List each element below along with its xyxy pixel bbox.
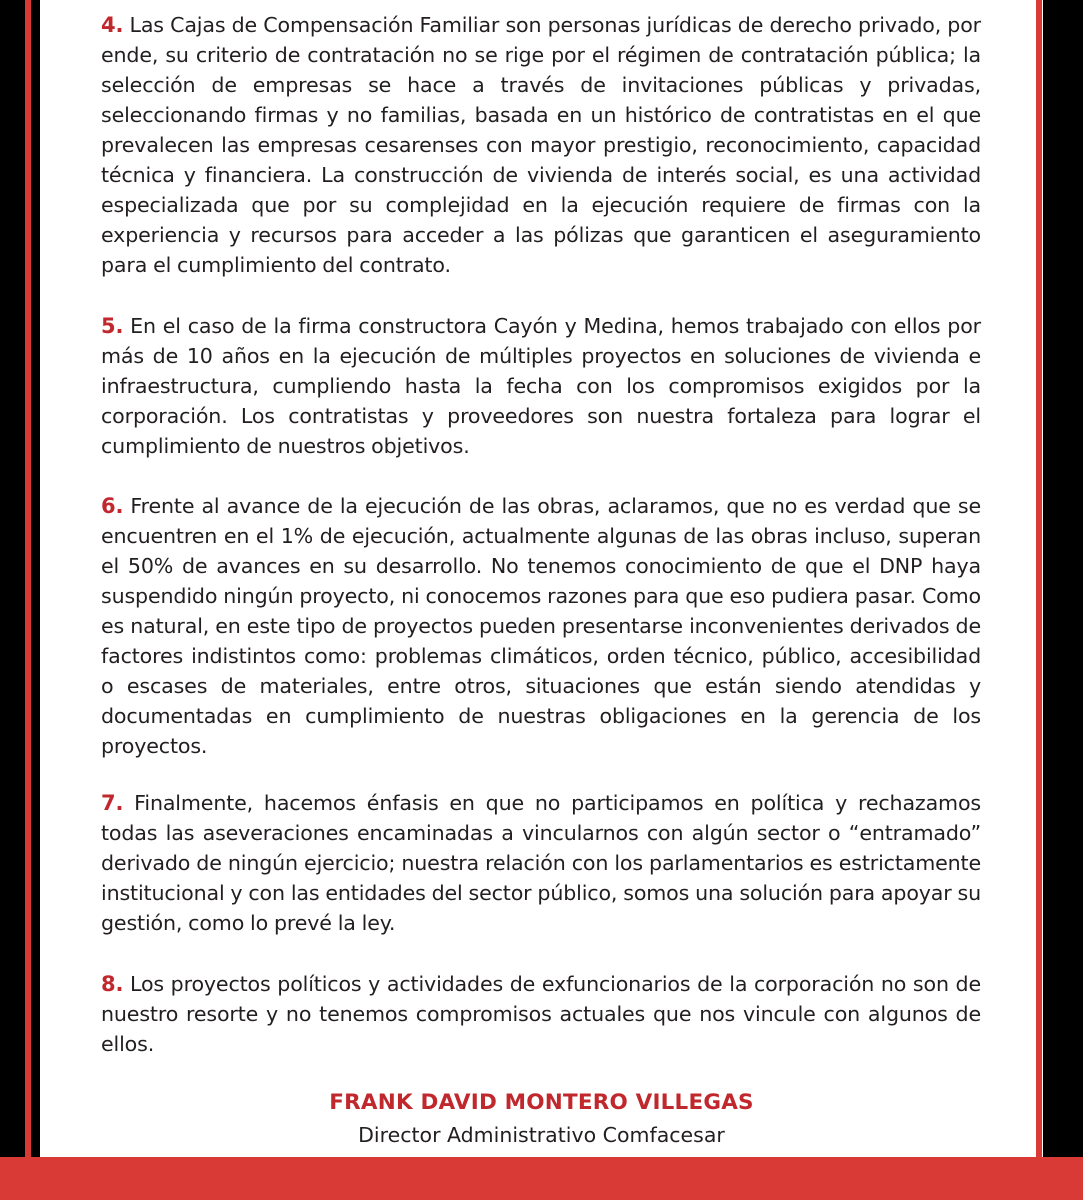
left-red-border [25, 0, 31, 1160]
right-red-border [1036, 0, 1042, 1160]
paragraph-number: 6. [101, 494, 124, 518]
paragraph-7 [101, 788, 981, 938]
paragraph-number: 5. [101, 314, 124, 338]
paragraph-6 [101, 491, 981, 761]
signature-title: Director Administrativo Comfacesar [358, 1123, 725, 1147]
paragraph-text: En el caso de la firma constructora Cayón y Medina, hemos trabajado con ellos por más de 10 años en la ejecución de múltiples proyectos en soluciones de vivienda e infraestructura, cumpliendo hasta la fecha con los compromisos exigidos por la corporación. Los contratistas y proveedores son nuestra fortaleza para lograr el cumplimiento de nuestros objetivos. [101, 314, 981, 458]
paragraph-number: 4. [101, 13, 124, 37]
bottom-red-band [0, 1157, 1083, 1200]
signature-name: FRANK DAVID MONTERO VILLEGAS [329, 1090, 754, 1115]
paragraph-text: Las Cajas de Compensación Familiar son personas jurídicas de derecho privado, por ende, su criterio de contratación no se rige por el régimen de contratación pública; la selección de empresas se hace a través de invitaciones públicas y privadas, seleccionando firmas y no familias, basada en un histórico de contratistas en el que prevalecen las empresas cesarenses con mayor prestigio, reconocimiento, capacidad técnica y financiera. La construcción de vivienda de interés social, es una actividad especializada que por su complejidad en la ejecución requiere de firmas con la experiencia y recursos para acceder a las pólizas que garanticen el aseguramiento para el cumplimiento del contrato. [101, 13, 981, 277]
paragraph-8 [101, 969, 981, 1059]
paragraph-4 [101, 10, 981, 280]
paragraph-text: Los proyectos políticos y actividades de exfuncionarios de la corporación no son de nuestro resorte y no tenemos compromisos actuales que nos vincule con algunos de ellos. [101, 972, 981, 1056]
paragraph-5 [101, 311, 981, 461]
paragraph-number: 8. [101, 972, 124, 996]
paragraph-text: Frente al avance de la ejecución de las obras, aclaramos, que no es verdad que se encuentren en el 1% de ejecución, actualmente algunas de las obras incluso, superan el 50% de avances en su desarrollo. No tenemos conocimiento de que el DNP haya suspendido ningún proyecto, ni conocemos razones para que eso pudiera pasar. Como es natural, en este tipo de proyectos pueden presentarse inconvenientes derivados de factores indistintos como: problemas climáticos, orden técnico, público, accesibilidad o escases de materiales, entre otros, situaciones que están siendo atendidas y documentadas en cumplimiento de nuestras obligaciones en la gerencia de los proyectos. [101, 494, 981, 758]
paragraph-number: 7. [101, 791, 124, 815]
paragraph-text: Finalmente, hacemos énfasis en que no participamos en política y rechazamos todas las aseveraciones encaminadas a vincularnos con algún sector o “entramado” derivado de ningún ejercicio; nuestra relación con los parlamentarios es estrictamente institucional y con las entidades del sector público, somos una solución para apoyar su gestión, como lo prevé la ley. [101, 791, 981, 935]
